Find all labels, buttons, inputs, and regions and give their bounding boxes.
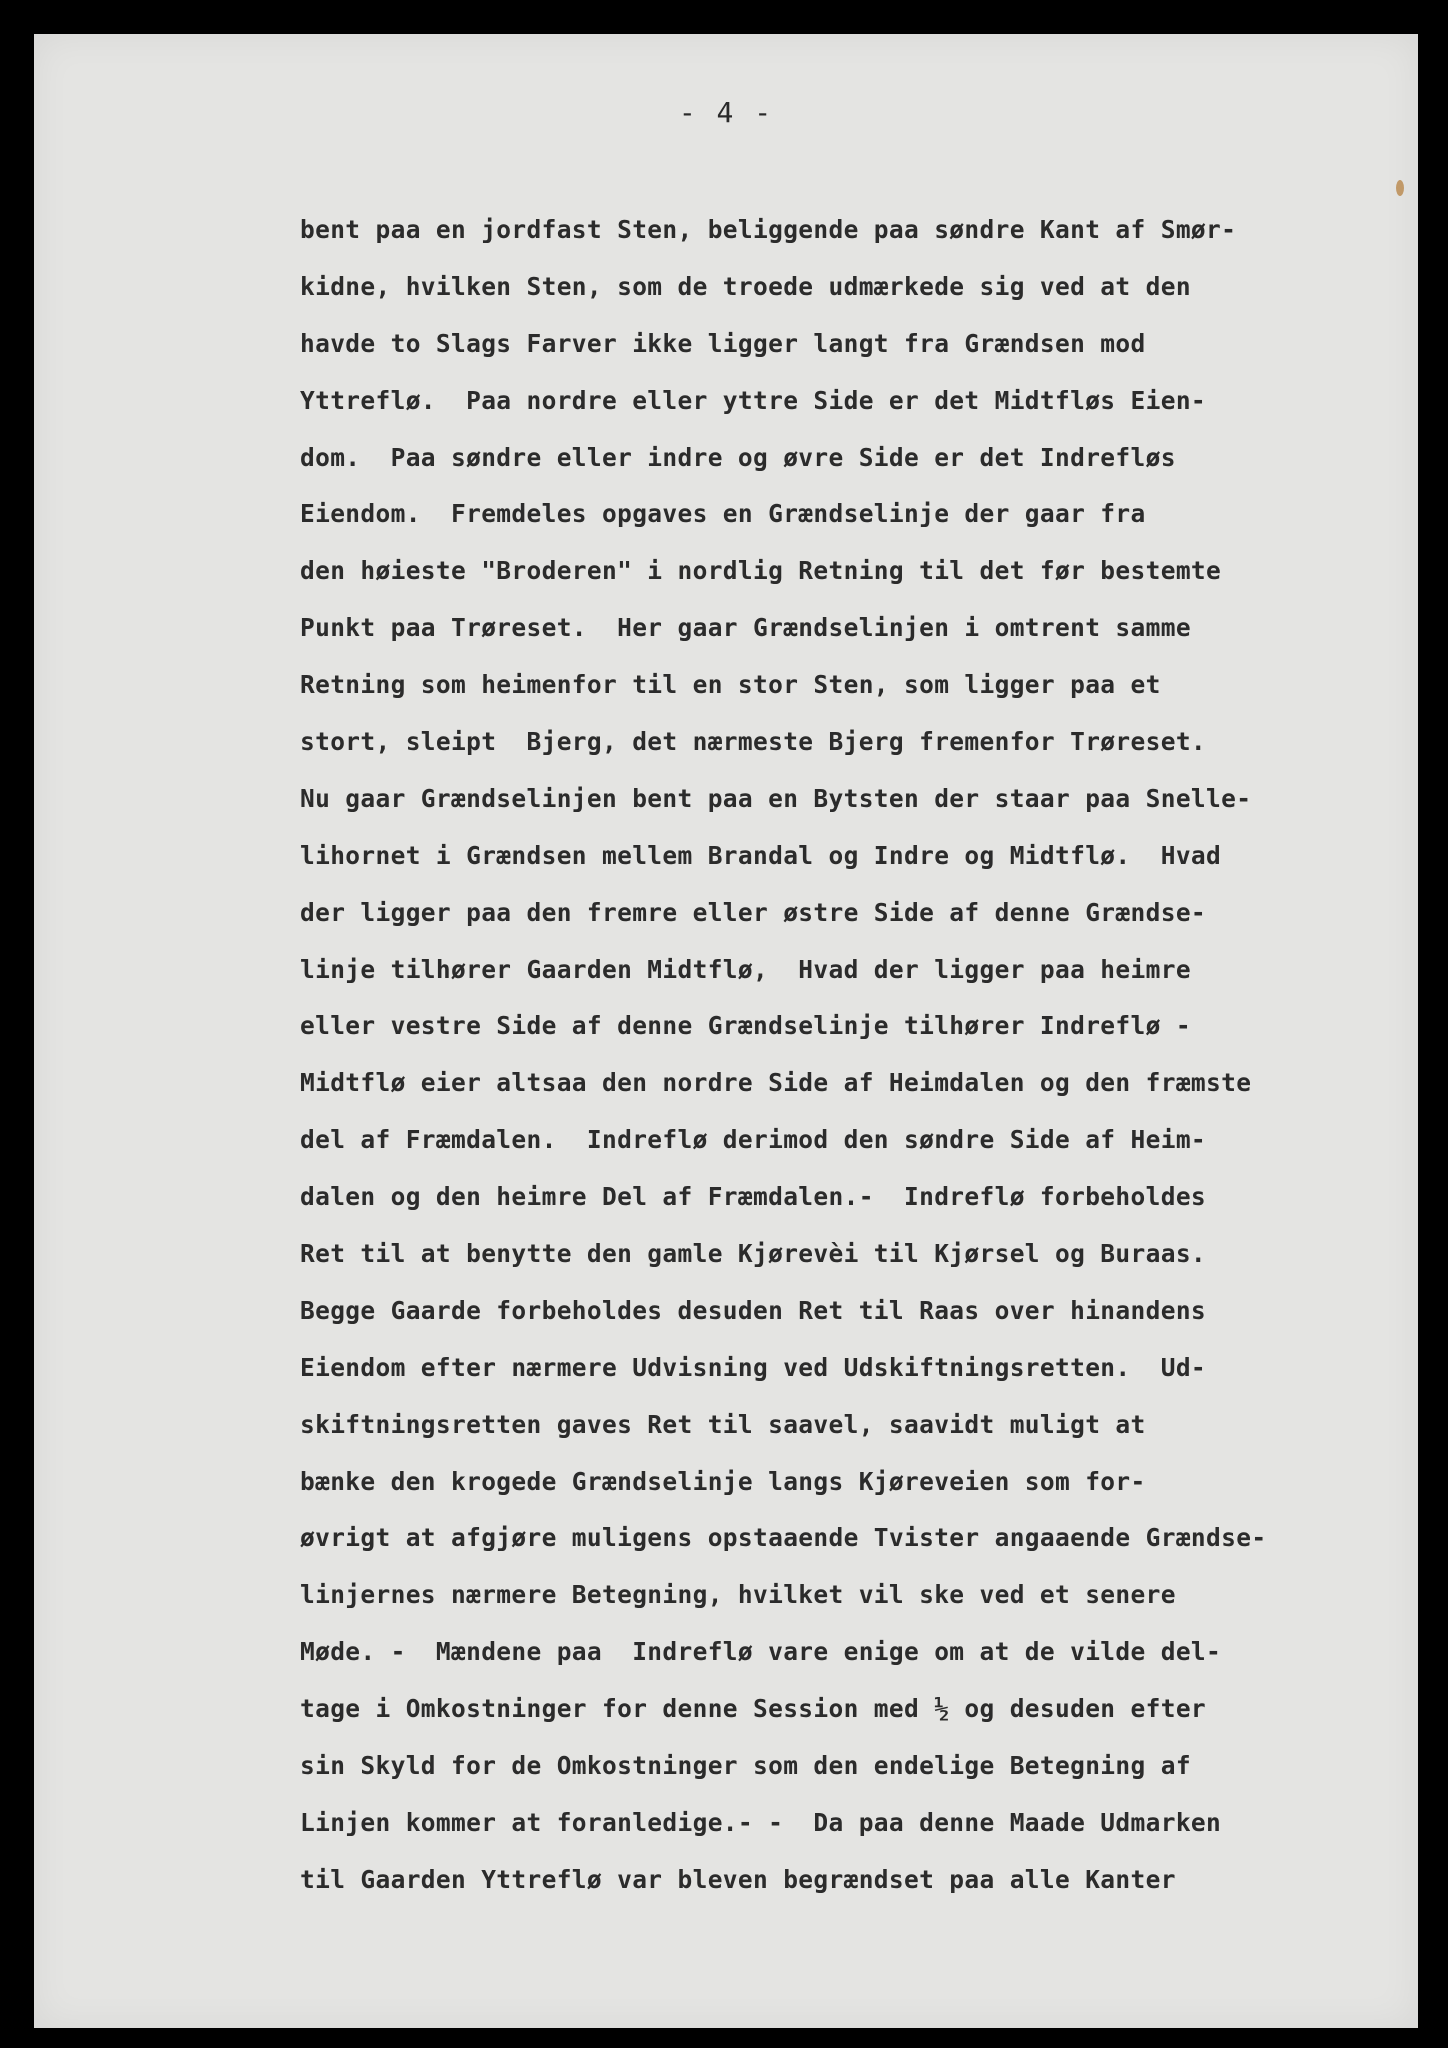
text-line: der ligger paa den fremre eller østre Side af denne Grændse- xyxy=(300,897,1207,927)
text-line: øvrigt at afgjøre muligens opstaaende Tvister angaaende Grændse- xyxy=(300,1523,1267,1553)
text-line: havde to Slags Farver ikke ligger langt fra Grændsen mod xyxy=(300,328,1146,358)
ink-stain xyxy=(1396,180,1404,196)
text-line: Møde. - Mændene paa Indreflø vare enige om at de vilde del- xyxy=(300,1637,1222,1667)
text-line: del af Fræmdalen. Indreflø derimod den søndre Side af Heim- xyxy=(300,1125,1207,1155)
text-line: bænke den krogede Grændselinje langs Kjøreveien som for- xyxy=(300,1466,1146,1496)
document-body xyxy=(300,202,1440,1909)
text-line: bent paa en jordfast Sten, beliggende paa søndre Kant af Smør- xyxy=(300,215,1237,244)
text-line: linjernes nærmere Betegning, hvilket vil ske ved et senere xyxy=(300,1580,1176,1610)
document-page xyxy=(34,34,1418,2028)
text-line: eller vestre Side af denne Grændselinje tilhører Indreflø - xyxy=(300,1011,1191,1041)
text-line: skiftningsretten gaves Ret til saavel, saavidt muligt at xyxy=(300,1409,1146,1439)
text-line: Eiendom. Fremdeles opgaves en Grændselinje der gaar fra xyxy=(300,499,1146,529)
text-line: den høieste "Broderen" i nordlig Retning til det før bestemte xyxy=(300,556,1222,586)
text-line: dalen og den heimre Del af Fræmdalen.- Indreflø forbeholdes xyxy=(300,1182,1207,1212)
text-line: Eiendom efter nærmere Udvisning ved Udskiftningsretten. Ud- xyxy=(300,1352,1207,1382)
text-line: Linjen kommer at foranledige.- - Da paa denne Maade Udmarken xyxy=(300,1807,1222,1837)
text-line: Punkt paa Trøreset. Her gaar Grændselinjen i omtrent samme xyxy=(300,613,1191,643)
text-line: tage i Omkostninger for denne Session med ½ og desuden efter xyxy=(300,1694,1207,1724)
text-line: til Gaarden Yttreflø var bleven begrændset paa alle Kanter xyxy=(300,1864,1176,1894)
text-line: kidne, hvilken Sten, som de troede udmærkede sig ved at den xyxy=(300,271,1191,301)
text-line: Begge Gaarde forbeholdes desuden Ret til Raas over hinandens xyxy=(300,1295,1207,1325)
text-line: Retning som heimenfor til en stor Sten, som ligger paa et xyxy=(300,670,1161,700)
page-number: - 4 - xyxy=(678,96,774,129)
text-line: linje tilhører Gaarden Midtflø, Hvad der ligger paa heimre xyxy=(300,954,1191,984)
text-line: Midtflø eier altsaa den nordre Side af Heimdalen og den fræmste xyxy=(300,1068,1252,1098)
text-line: stort, sleipt Bjerg, det nærmeste Bjerg fremenfor Trøreset. xyxy=(300,727,1207,757)
text-line: sin Skyld for de Omkostninger som den endelige Betegning af xyxy=(300,1751,1191,1781)
text-line: Ret til at benytte den gamle Kjørevèi til Kjørsel og Buraas. xyxy=(300,1239,1207,1269)
text-line: dom. Paa søndre eller indre og øvre Side er det Indrefløs xyxy=(300,442,1176,472)
text-line: lihornet i Grændsen mellem Brandal og Indre og Midtflø. Hvad xyxy=(300,840,1222,870)
text-line: Nu gaar Grændselinjen bent paa en Bytsten der staar paa Snelle- xyxy=(300,783,1252,813)
text-line: Yttreflø. Paa nordre eller yttre Side er det Midtfløs Eien- xyxy=(300,385,1207,415)
